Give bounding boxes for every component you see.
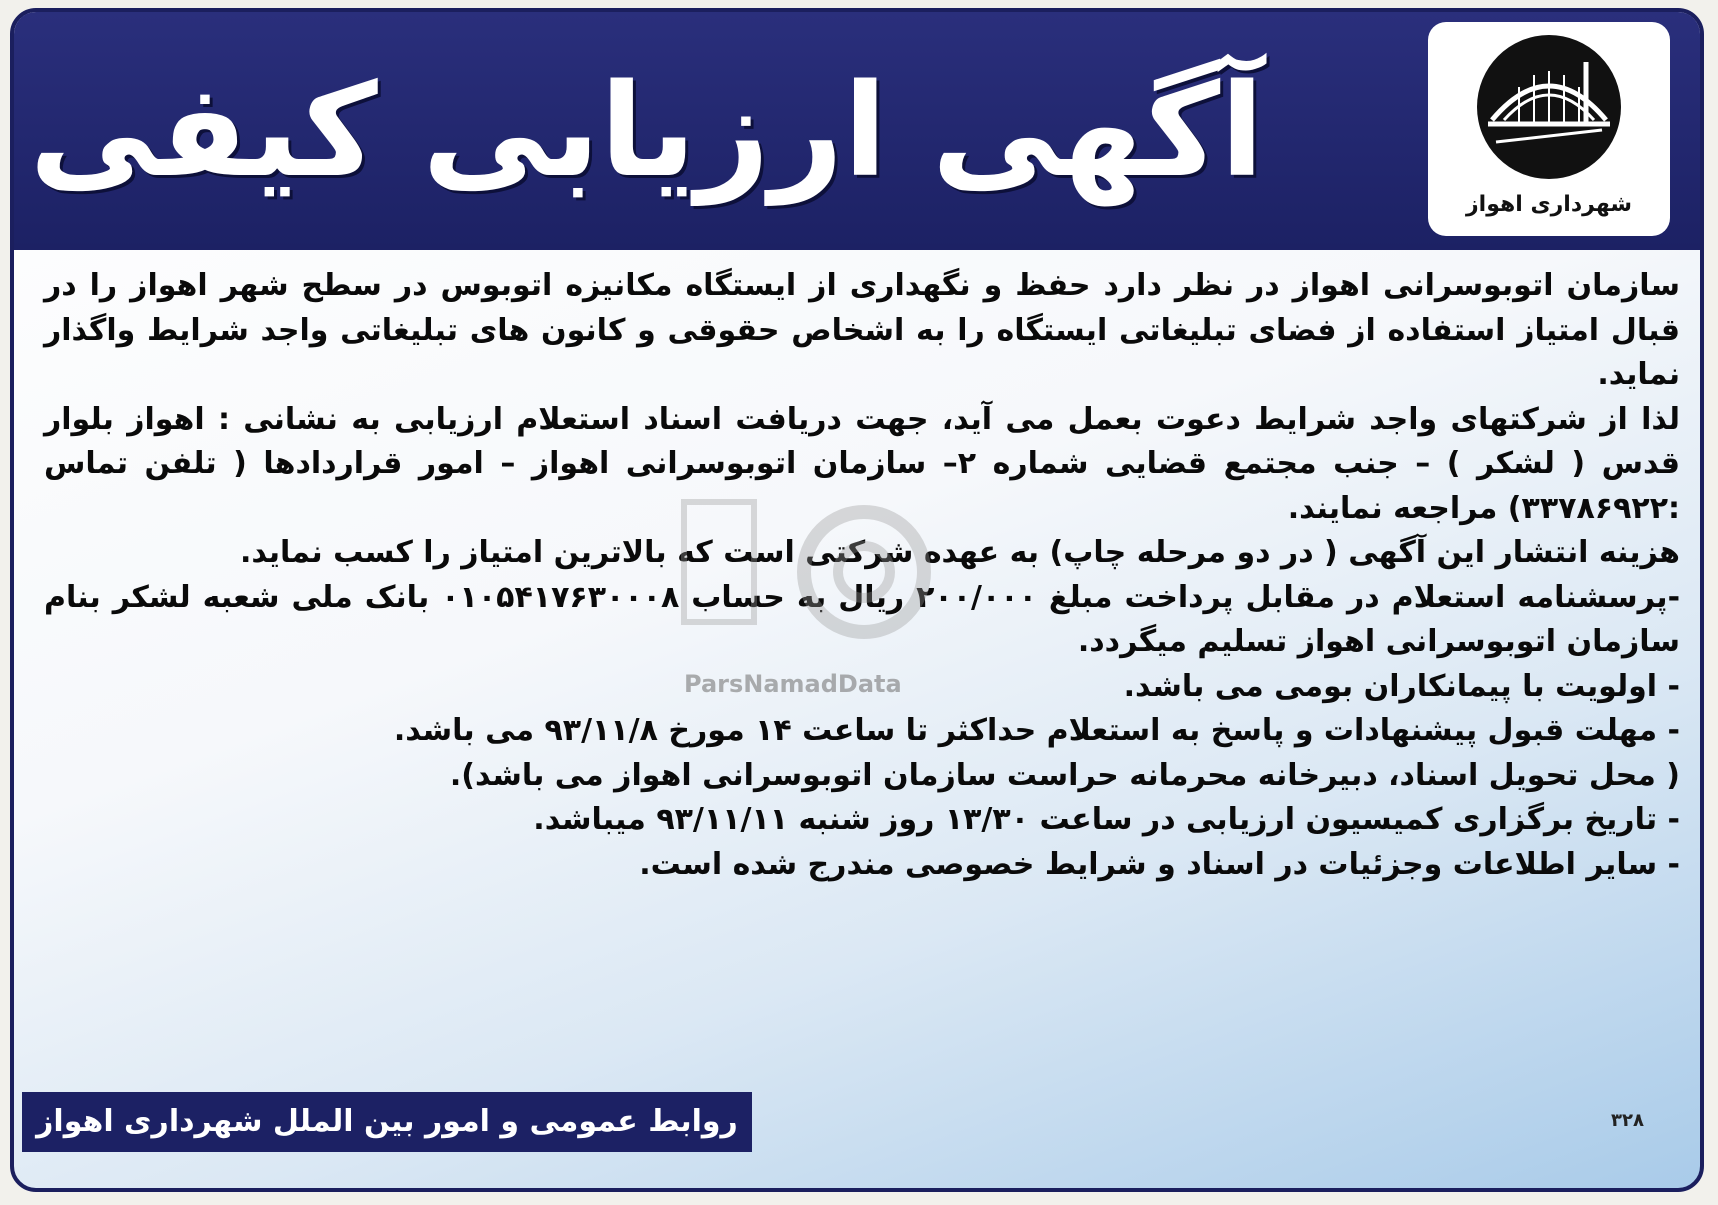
paragraph-other: - سایر اطلاعات وجزئیات در اسناد و شرایط خصوصی مندرج شده است. bbox=[639, 846, 1680, 882]
paragraph-deadline: - مهلت قبول پیشنهادات و پاسخ به استعلام حداکثر تا ساعت ۱۴ مورخ ۹۳/۱۱/۸ می باشد. bbox=[393, 713, 1680, 748]
paragraph-delivery: ( محل تحویل اسناد، دبیرخانه محرمانه حراست سازمان اتوبوسرانی اهواز می باشد). bbox=[449, 757, 1680, 793]
paragraph-commission: - تاریخ برگزاری کمیسیون ارزیابی در ساعت ۱۳/۳۰ روز شنبه ۹۳/۱۱/۱۱ میباشد. bbox=[533, 802, 1680, 837]
header-band bbox=[14, 12, 1700, 250]
paragraph-questionnaire: -پرسشنامه استعلام در مقابل پرداخت مبلغ ۲۰۰/۰۰۰ ریال به حساب ۰۱۰۵۴۱۷۶۳۰۰۰۸ بانک ملی شعبه لشکر بنام سازمان اتوبوسرانی اهواز تسلیم میگردد. bbox=[44, 579, 1681, 659]
notice-frame bbox=[10, 8, 1704, 1192]
notice-title: آگهی ارزیابی کیفی bbox=[29, 57, 1264, 206]
footer-label: روابط عمومی و امور بین الملل شهرداری اهواز bbox=[36, 1104, 738, 1139]
paragraph-priority: - اولویت با پیمانکاران بومی می باشد. bbox=[1123, 668, 1680, 704]
page-code: ۳۲۸ bbox=[1611, 1110, 1644, 1131]
footer-bar bbox=[22, 1092, 752, 1152]
paragraph-intro: سازمان اتوبوسرانی اهواز در نظر دارد حفظ و نگهداری از ایستگاه مکانیزه اتوبوس در سطح شهر اهواز را در قبال امتیاز استفاده از فضای تبلیغاتی ایستگاه را به اشخاص حقوقی و کانون های تبلیغاتی واجد شرایط واگذار نماید. bbox=[44, 268, 1680, 392]
parsnamad-watermark-icon bbox=[654, 482, 1074, 702]
logo-caption: شهرداری اهواز bbox=[1466, 192, 1632, 217]
bridge-logo-icon bbox=[1474, 32, 1624, 182]
municipality-logo bbox=[1428, 22, 1670, 236]
watermark-brand: ParsNamadData bbox=[684, 670, 902, 698]
paragraph-invitation: لذا از شرکتهای واجد شرایط دعوت بعمل می آید، جهت دریافت اسناد استعلام ارزیابی به نشانی : اهواز بلوار قدس ( لشکر ) – جنب مجتمع قضایی شماره ۲– سازمان اتوبوسرانی اهواز – امور قراردادها ( تلفن تماس :۳۳۷۸۶۹۲۲) مراجعه نمایند. bbox=[44, 401, 1680, 526]
paragraph-cost: هزینه انتشار این آگهی ( در دو مرحله چاپ) به عهده شرکتی است که بالاترین امتیاز را کسب نماید. bbox=[240, 535, 1680, 570]
